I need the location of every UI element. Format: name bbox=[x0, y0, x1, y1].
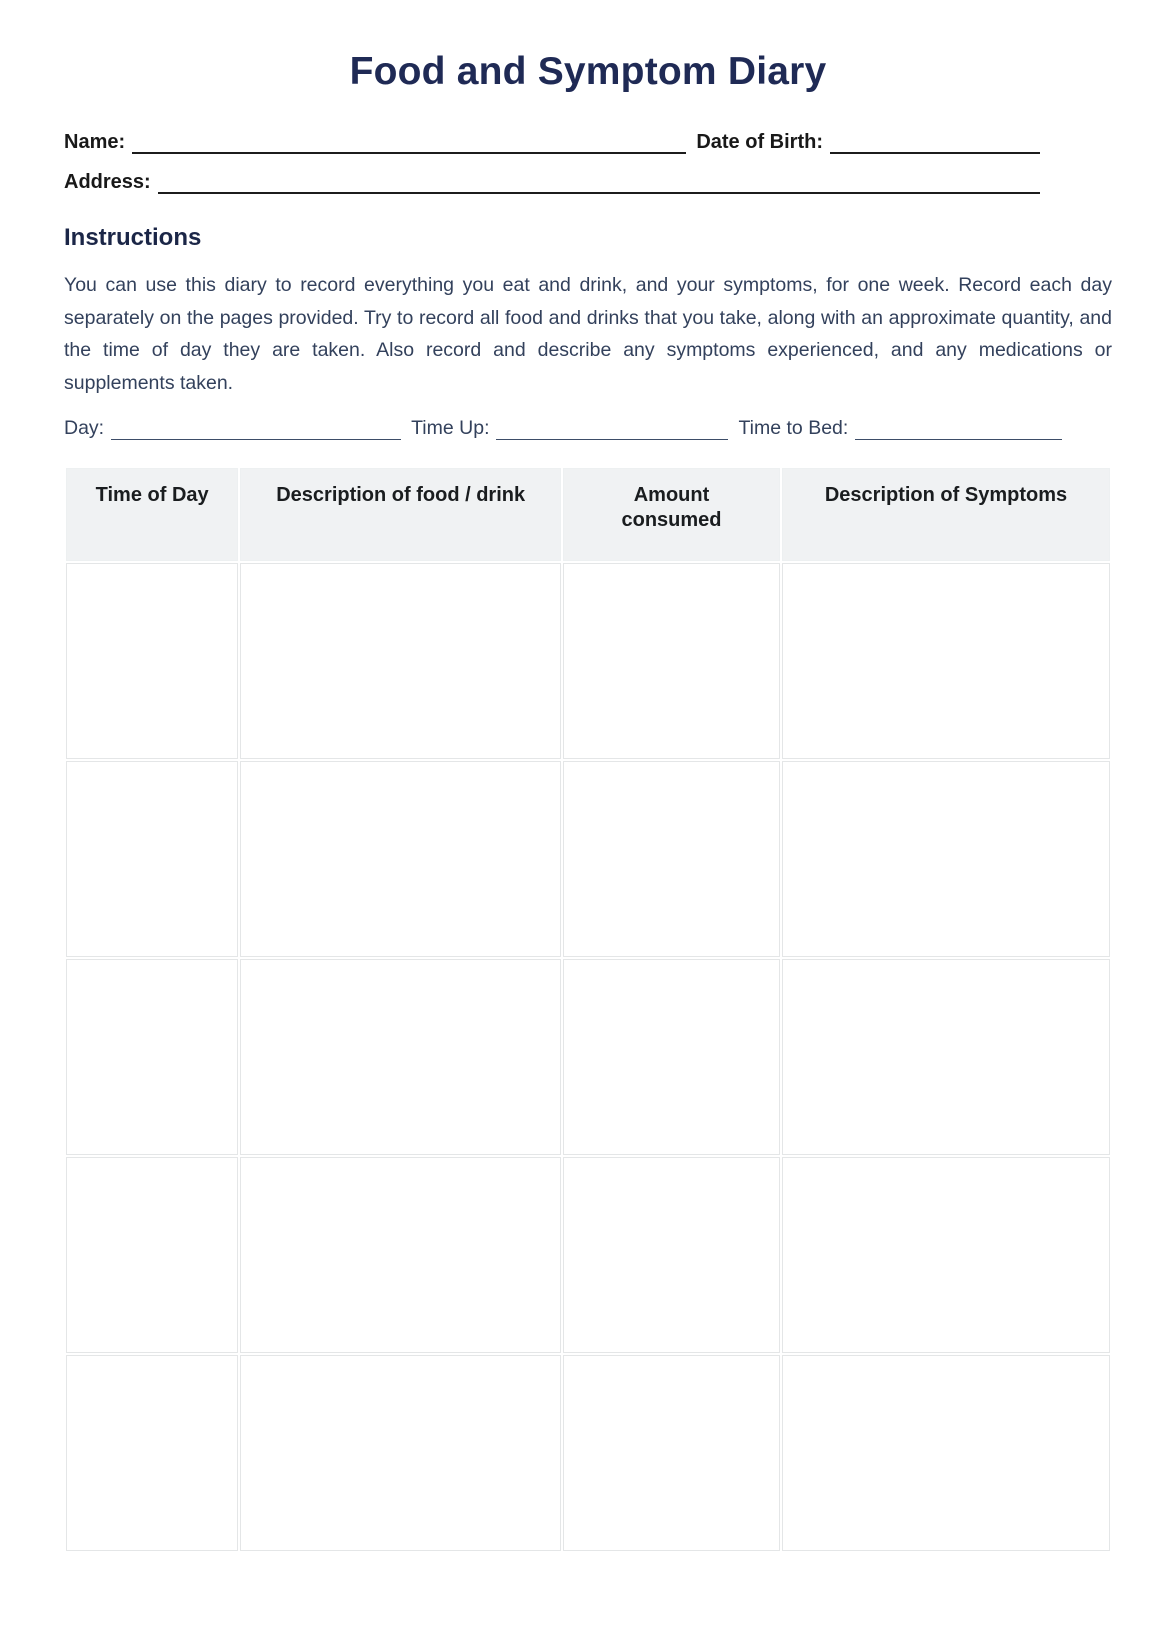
header-description-symptoms: Description of Symptoms bbox=[782, 468, 1110, 561]
name-dob-row bbox=[64, 130, 1112, 154]
time-to-bed-input-line[interactable] bbox=[855, 417, 1062, 440]
table-row bbox=[66, 959, 1110, 1155]
diary-cell[interactable] bbox=[782, 959, 1110, 1155]
table-row bbox=[66, 1355, 1110, 1551]
day-input-line[interactable] bbox=[111, 417, 401, 440]
page-title: Food and Symptom Diary bbox=[349, 50, 827, 93]
diary-cell[interactable] bbox=[66, 959, 238, 1155]
diary-cell[interactable] bbox=[66, 761, 238, 957]
diary-cell[interactable] bbox=[240, 1355, 561, 1551]
diary-cell[interactable] bbox=[782, 1157, 1110, 1353]
day-label: Day: bbox=[64, 417, 105, 439]
time-up-label: Time Up: bbox=[411, 417, 490, 439]
diary-cell[interactable] bbox=[782, 563, 1110, 759]
diary-cell[interactable] bbox=[563, 959, 780, 1155]
table-row bbox=[66, 563, 1110, 759]
header-time-of-day: Time of Day bbox=[66, 468, 238, 561]
address-label: Address: bbox=[64, 171, 151, 193]
diary-table-header bbox=[66, 468, 1110, 561]
diary-cell[interactable] bbox=[782, 761, 1110, 957]
date-of-birth-input-line[interactable] bbox=[830, 130, 1040, 154]
header-row bbox=[66, 468, 1110, 561]
date-of-birth-label: Date of Birth: bbox=[696, 131, 823, 153]
diary-cell[interactable] bbox=[240, 563, 561, 759]
diary-cell[interactable] bbox=[240, 1157, 561, 1353]
name-label: Name: bbox=[64, 131, 126, 153]
time-up-input-line[interactable] bbox=[496, 417, 728, 440]
time-to-bed-label: Time to Bed: bbox=[738, 417, 849, 439]
day-time-row bbox=[64, 417, 1112, 440]
diary-cell[interactable] bbox=[66, 563, 238, 759]
table-row bbox=[66, 761, 1110, 957]
instructions-heading: Instructions bbox=[64, 224, 202, 251]
header-amount-consumed: Amount consumed bbox=[563, 468, 780, 561]
address-input-line[interactable] bbox=[158, 170, 1040, 194]
diary-table-body bbox=[66, 563, 1110, 1551]
address-row bbox=[64, 170, 1112, 194]
header-description-food-drink: Description of food / drink bbox=[240, 468, 561, 561]
diary-cell[interactable] bbox=[563, 1157, 780, 1353]
diary-table bbox=[64, 466, 1112, 1553]
diary-cell[interactable] bbox=[563, 761, 780, 957]
diary-cell[interactable] bbox=[782, 1355, 1110, 1551]
table-row bbox=[66, 1157, 1110, 1353]
diary-cell[interactable] bbox=[563, 563, 780, 759]
name-input-line[interactable] bbox=[132, 130, 686, 154]
instructions-paragraph: You can use this diary to record everything you eat and drink, and your symptoms, for one week. Record each day separately on the pages provided. Try to record all food and drinks that you take, along with an approximate quantity, and the time of day they are taken. Also record and describe any symptoms experienced, and any medications or supplements taken. bbox=[64, 274, 1112, 394]
diary-cell[interactable] bbox=[240, 959, 561, 1155]
diary-cell[interactable] bbox=[563, 1355, 780, 1551]
diary-cell[interactable] bbox=[66, 1157, 238, 1353]
diary-cell[interactable] bbox=[66, 1355, 238, 1551]
diary-cell[interactable] bbox=[240, 761, 561, 957]
